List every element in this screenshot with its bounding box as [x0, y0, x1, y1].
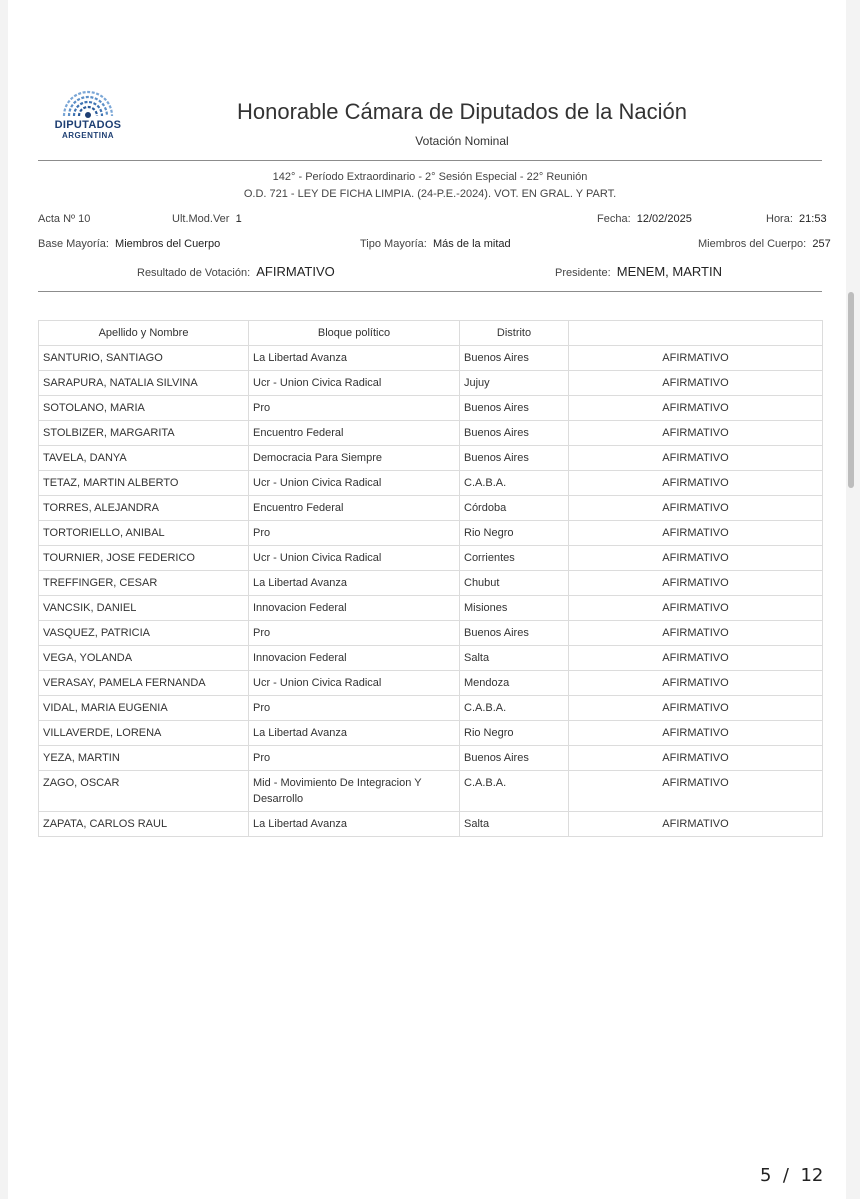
cell-bloque-politico: Pro	[249, 621, 460, 646]
cell-voto: AFIRMATIVO	[569, 621, 823, 646]
cell-apellido-nombre: SANTURIO, SANTIAGO	[39, 346, 249, 371]
cell-apellido-nombre: TAVELA, DANYA	[39, 446, 249, 471]
table-row	[39, 596, 823, 621]
page-total: 12	[800, 1165, 824, 1186]
cell-bloque-politico: La Libertad Avanza	[249, 346, 460, 371]
cell-distrito: Buenos Aires	[460, 346, 569, 371]
cell-voto: AFIRMATIVO	[569, 746, 823, 771]
miembros-label: Miembros del Cuerpo:	[698, 238, 807, 250]
presidente-value: MENEM, MARTIN	[616, 264, 722, 279]
cell-voto: AFIRMATIVO	[569, 546, 823, 571]
cell-apellido-nombre: VASQUEZ, PATRICIA	[39, 621, 249, 646]
cell-distrito: Buenos Aires	[460, 396, 569, 421]
table-row	[39, 771, 823, 812]
cell-apellido-nombre: VILLAVERDE, LORENA	[39, 721, 249, 746]
logo-emblem-icon	[60, 88, 116, 118]
acta-number: Acta Nº 10	[38, 213, 91, 225]
cell-voto: AFIRMATIVO	[569, 371, 823, 396]
cell-distrito: C.A.B.A.	[460, 471, 569, 496]
cell-apellido-nombre: VANCSIK, DANIEL	[39, 596, 249, 621]
cell-voto: AFIRMATIVO	[569, 421, 823, 446]
cell-distrito: Mendoza	[460, 671, 569, 696]
header-bloque-politico: Bloque político	[249, 321, 460, 346]
cell-bloque-politico: Ucr - Union Civica Radical	[249, 371, 460, 396]
table-row	[39, 371, 823, 396]
scrollbar-thumb[interactable]	[848, 292, 854, 488]
session-line-1: 142° - Período Extraordinario - 2° Sesión Especial - 22° Reunión	[272, 171, 588, 183]
miembros-value: 257	[812, 238, 831, 250]
cell-distrito: Córdoba	[460, 496, 569, 521]
cell-apellido-nombre: YEZA, MARTIN	[39, 746, 249, 771]
table-row	[39, 496, 823, 521]
header-divider	[38, 160, 822, 161]
table-row	[39, 521, 823, 546]
resultado-label: Resultado de Votación:	[137, 267, 251, 279]
cell-bloque-politico: La Libertad Avanza	[249, 571, 460, 596]
fecha-value: 12/02/2025	[636, 213, 692, 225]
cell-bloque-politico: Innovacion Federal	[249, 646, 460, 671]
ult-mod-version	[172, 213, 242, 225]
cell-bloque-politico: Innovacion Federal	[249, 596, 460, 621]
cell-apellido-nombre: SARAPURA, NATALIA SILVINA	[39, 371, 249, 396]
hora-label: Hora:	[766, 213, 793, 225]
cell-distrito: Buenos Aires	[460, 446, 569, 471]
cell-bloque-politico: Pro	[249, 746, 460, 771]
cell-voto: AFIRMATIVO	[569, 696, 823, 721]
cell-distrito: Buenos Aires	[460, 746, 569, 771]
cell-voto: AFIRMATIVO	[569, 771, 823, 812]
table-row	[39, 621, 823, 646]
page-current: 5	[760, 1165, 772, 1186]
cell-apellido-nombre: TORTORIELLO, ANIBAL	[39, 521, 249, 546]
fecha-label: Fecha:	[597, 213, 631, 225]
cell-voto: AFIRMATIVO	[569, 396, 823, 421]
cell-bloque-politico: Pro	[249, 521, 460, 546]
base-mayoria-value: Miembros del Cuerpo	[115, 238, 221, 250]
page-subtitle: Votación Nominal	[415, 134, 509, 148]
cell-apellido-nombre: TORRES, ALEJANDRA	[39, 496, 249, 521]
fecha	[597, 213, 692, 225]
presidente-label: Presidente:	[555, 267, 611, 279]
page-title: Honorable Cámara de Diputados de la Nación	[236, 99, 688, 124]
cell-voto: AFIRMATIVO	[569, 521, 823, 546]
cell-distrito: Jujuy	[460, 371, 569, 396]
cell-bloque-politico: Encuentro Federal	[249, 496, 460, 521]
cell-distrito: Misiones	[460, 596, 569, 621]
diputados-logo	[52, 88, 124, 144]
cell-apellido-nombre: SOTOLANO, MARIA	[39, 396, 249, 421]
votes-table-body	[39, 346, 823, 837]
page-separator: /	[782, 1165, 789, 1186]
cell-apellido-nombre: VEGA, YOLANDA	[39, 646, 249, 671]
header-distrito: Distrito	[460, 321, 569, 346]
cell-voto: AFIRMATIVO	[569, 596, 823, 621]
info-divider	[38, 291, 822, 292]
base-mayoria-label: Base Mayoría:	[38, 238, 109, 250]
cell-distrito: Salta	[460, 812, 569, 837]
cell-bloque-politico: Pro	[249, 696, 460, 721]
presidente	[555, 264, 722, 279]
session-line-2: O.D. 721 - LEY DE FICHA LIMPIA. (24-P.E.-2024). VOT. EN GRAL. Y PART.	[243, 188, 617, 200]
cell-apellido-nombre: TOURNIER, JOSE FEDERICO	[39, 546, 249, 571]
cell-distrito: C.A.B.A.	[460, 771, 569, 812]
cell-bloque-politico: Ucr - Union Civica Radical	[249, 671, 460, 696]
cell-distrito: Rio Negro	[460, 521, 569, 546]
table-row	[39, 721, 823, 746]
cell-bloque-politico: La Libertad Avanza	[249, 721, 460, 746]
cell-apellido-nombre: VERASAY, PAMELA FERNANDA	[39, 671, 249, 696]
cell-distrito: Corrientes	[460, 546, 569, 571]
page-indicator	[760, 1165, 823, 1186]
cell-bloque-politico: Ucr - Union Civica Radical	[249, 471, 460, 496]
cell-bloque-politico: Ucr - Union Civica Radical	[249, 546, 460, 571]
cell-bloque-politico: Mid - Movimiento De Integracion Y Desarrollo	[249, 771, 460, 812]
tipo-mayoria	[360, 238, 511, 250]
cell-apellido-nombre: STOLBIZER, MARGARITA	[39, 421, 249, 446]
cell-voto: AFIRMATIVO	[569, 346, 823, 371]
cell-distrito: C.A.B.A.	[460, 696, 569, 721]
cell-voto: AFIRMATIVO	[569, 721, 823, 746]
cell-distrito: Rio Negro	[460, 721, 569, 746]
cell-bloque-politico: Encuentro Federal	[249, 421, 460, 446]
hora	[766, 213, 827, 225]
cell-distrito: Buenos Aires	[460, 621, 569, 646]
table-header-row	[39, 321, 823, 346]
header-apellido-nombre: Apellido y Nombre	[39, 321, 249, 346]
logo-text-diputados: DIPUTADOS	[54, 119, 122, 131]
cell-bloque-politico: Pro	[249, 396, 460, 421]
hora-value: 21:53	[799, 213, 827, 225]
table-row	[39, 746, 823, 771]
cell-voto: AFIRMATIVO	[569, 446, 823, 471]
cell-voto: AFIRMATIVO	[569, 646, 823, 671]
table-row	[39, 471, 823, 496]
table-row	[39, 696, 823, 721]
tipo-mayoria-value: Más de la mitad	[432, 238, 511, 250]
ult-mod-value: 1	[235, 213, 242, 225]
table-row	[39, 812, 823, 837]
ult-mod-label: Ult.Mod.Ver	[172, 213, 230, 225]
table-row	[39, 546, 823, 571]
cell-bloque-politico: Democracia Para Siempre	[249, 446, 460, 471]
resultado-value: AFIRMATIVO	[256, 264, 335, 279]
cell-voto: AFIRMATIVO	[569, 571, 823, 596]
votes-table	[38, 320, 823, 837]
cell-distrito: Chubut	[460, 571, 569, 596]
table-row	[39, 446, 823, 471]
cell-apellido-nombre: VIDAL, MARIA EUGENIA	[39, 696, 249, 721]
cell-distrito: Buenos Aires	[460, 421, 569, 446]
table-row	[39, 396, 823, 421]
table-row	[39, 646, 823, 671]
logo-text-argentina: ARGENTINA	[61, 131, 115, 140]
cell-voto: AFIRMATIVO	[569, 671, 823, 696]
cell-apellido-nombre: ZAPATA, CARLOS RAUL	[39, 812, 249, 837]
table-row	[39, 671, 823, 696]
cell-bloque-politico: La Libertad Avanza	[249, 812, 460, 837]
cell-apellido-nombre: ZAGO, OSCAR	[39, 771, 249, 812]
tipo-mayoria-label: Tipo Mayoría:	[360, 238, 427, 250]
base-mayoria	[38, 238, 220, 250]
cell-apellido-nombre: TETAZ, MARTIN ALBERTO	[39, 471, 249, 496]
cell-voto: AFIRMATIVO	[569, 471, 823, 496]
cell-distrito: Salta	[460, 646, 569, 671]
resultado-votacion	[137, 264, 335, 279]
miembros-cuerpo	[698, 238, 831, 250]
table-row	[39, 571, 823, 596]
cell-voto: AFIRMATIVO	[569, 812, 823, 837]
cell-apellido-nombre: TREFFINGER, CESAR	[39, 571, 249, 596]
header-voto	[569, 321, 823, 346]
cell-voto: AFIRMATIVO	[569, 496, 823, 521]
table-row	[39, 421, 823, 446]
table-row	[39, 346, 823, 371]
